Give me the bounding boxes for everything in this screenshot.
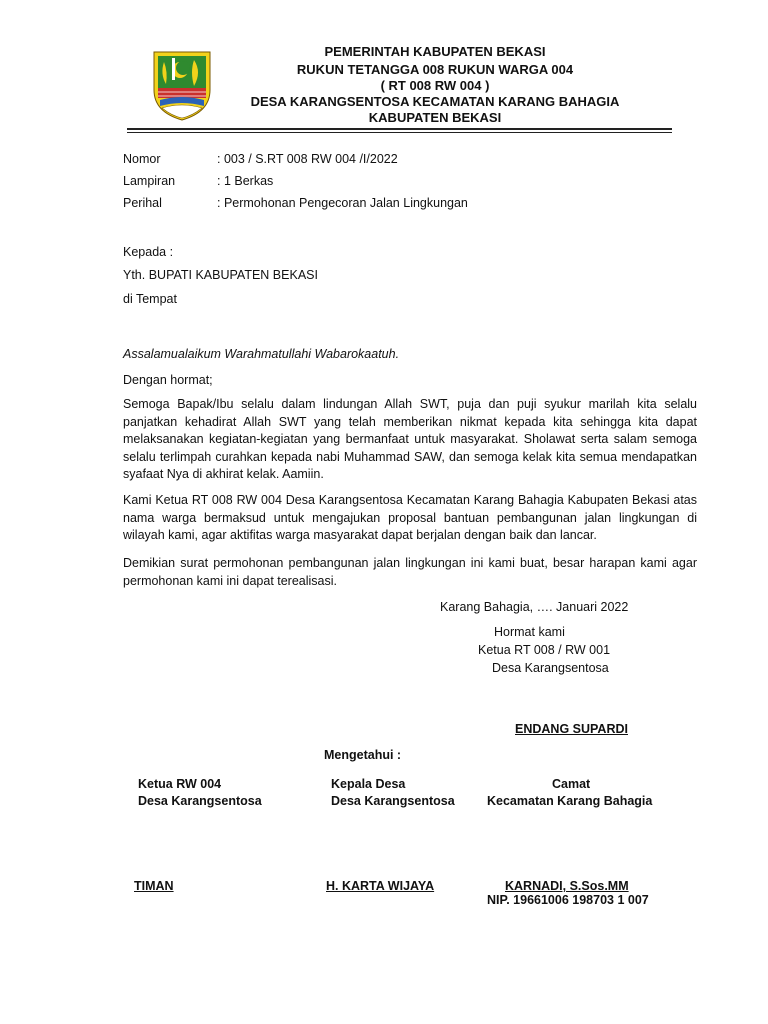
- signer-desa: Desa Karangsentosa: [492, 661, 609, 675]
- place-date: Karang Bahagia, …. Januari 2022: [440, 600, 629, 614]
- hormat-kami: Hormat kami: [494, 625, 565, 639]
- camat-nip: NIP. 19661006 198703 1 007: [487, 893, 649, 907]
- recipient-place: di Tempat: [123, 292, 177, 306]
- header-line-1: PEMERINTAH KABUPATEN BEKASI: [324, 44, 546, 59]
- nomor-value: : 003 / S.RT 008 RW 004 /I/2022: [217, 152, 398, 166]
- perihal-value: : Permohonan Pengecoran Jalan Lingkungan: [217, 196, 468, 210]
- perihal-label: Perihal: [123, 196, 162, 210]
- header-line-2: RUKUN TETANGGA 008 RUKUN WARGA 004: [296, 62, 574, 77]
- kades-place: Desa Karangsentosa: [331, 794, 455, 808]
- recipient-name: Yth. BUPATI KABUPATEN BEKASI: [123, 268, 318, 282]
- kades-name: H. KARTA WIJAYA: [326, 879, 435, 893]
- header-line-3: ( RT 008 RW 004 ): [380, 78, 490, 93]
- paragraph-3: Demikian surat permohonan pembangunan jalan lingkungan ini kami buat, besar harapan kami agar permohonan kami ini dapat terealisasi.: [123, 556, 697, 588]
- signer-name: ENDANG SUPARDI: [515, 722, 628, 736]
- camat-place: Kecamatan Karang Bahagia: [487, 794, 653, 808]
- rw-title: Ketua RW 004: [138, 777, 222, 791]
- greeting-hormat: Dengan hormat;: [123, 373, 213, 387]
- mengetahui-label: Mengetahui :: [324, 748, 402, 762]
- lampiran-value: : 1 Berkas: [217, 174, 274, 188]
- paragraph-1: Semoga Bapak/Ibu selalu dalam lindungan Allah SWT, puja dan puji syukur marilah kita selalu panjatkan kehadirat Allah SWT yang telah memberikan nikmat kepada kita sehingga kita dapat melaksanakan kegiatan-kegiatan yang bermanfaat untuk masyarakat. Sholawat serta salam semoga selalu terlimpah curahkan kepada nabi Muhammad SAW, dan semoga kelak kita semua mendapatkan syafaat Nya di akhirat kelak. Aamiin.: [123, 397, 697, 481]
- paragraph-2: Kami Ketua RT 008 RW 004 Desa Karangsentosa Kecamatan Karang Bahagia Kabupaten Bekasi atas nama warga bermaksud untuk mengajukan proposal bantuan pembangunan jalan lingkungan di wilayah kami, agar aktifitas warga masyarakat dapat berjalan dengan baik dan lancar.: [123, 493, 697, 542]
- header-line-4: DESA KARANGSENTOSA KECAMATAN KARANG BAHAGIA: [250, 94, 620, 109]
- greeting-salam: Assalamualaikum Warahmatullahi Wabarokaatuh.: [123, 347, 400, 361]
- camat-name: KARNADI, S.Sos.MM: [505, 879, 629, 893]
- lampiran-label: Lampiran: [123, 174, 176, 188]
- rw-name: TIMAN: [134, 879, 174, 893]
- header-line-5: KABUPATEN BEKASI: [368, 110, 502, 125]
- camat-title: Camat: [552, 777, 591, 791]
- kades-title: Kepala Desa: [331, 777, 406, 791]
- rw-place: Desa Karangsentosa: [138, 794, 262, 808]
- header-divider: [127, 128, 672, 130]
- signer-position: Ketua RT 008 / RW 001: [478, 643, 611, 657]
- header-divider-thin: [127, 132, 672, 133]
- kepada-label: Kepada :: [123, 245, 174, 259]
- nomor-label: Nomor: [123, 152, 161, 166]
